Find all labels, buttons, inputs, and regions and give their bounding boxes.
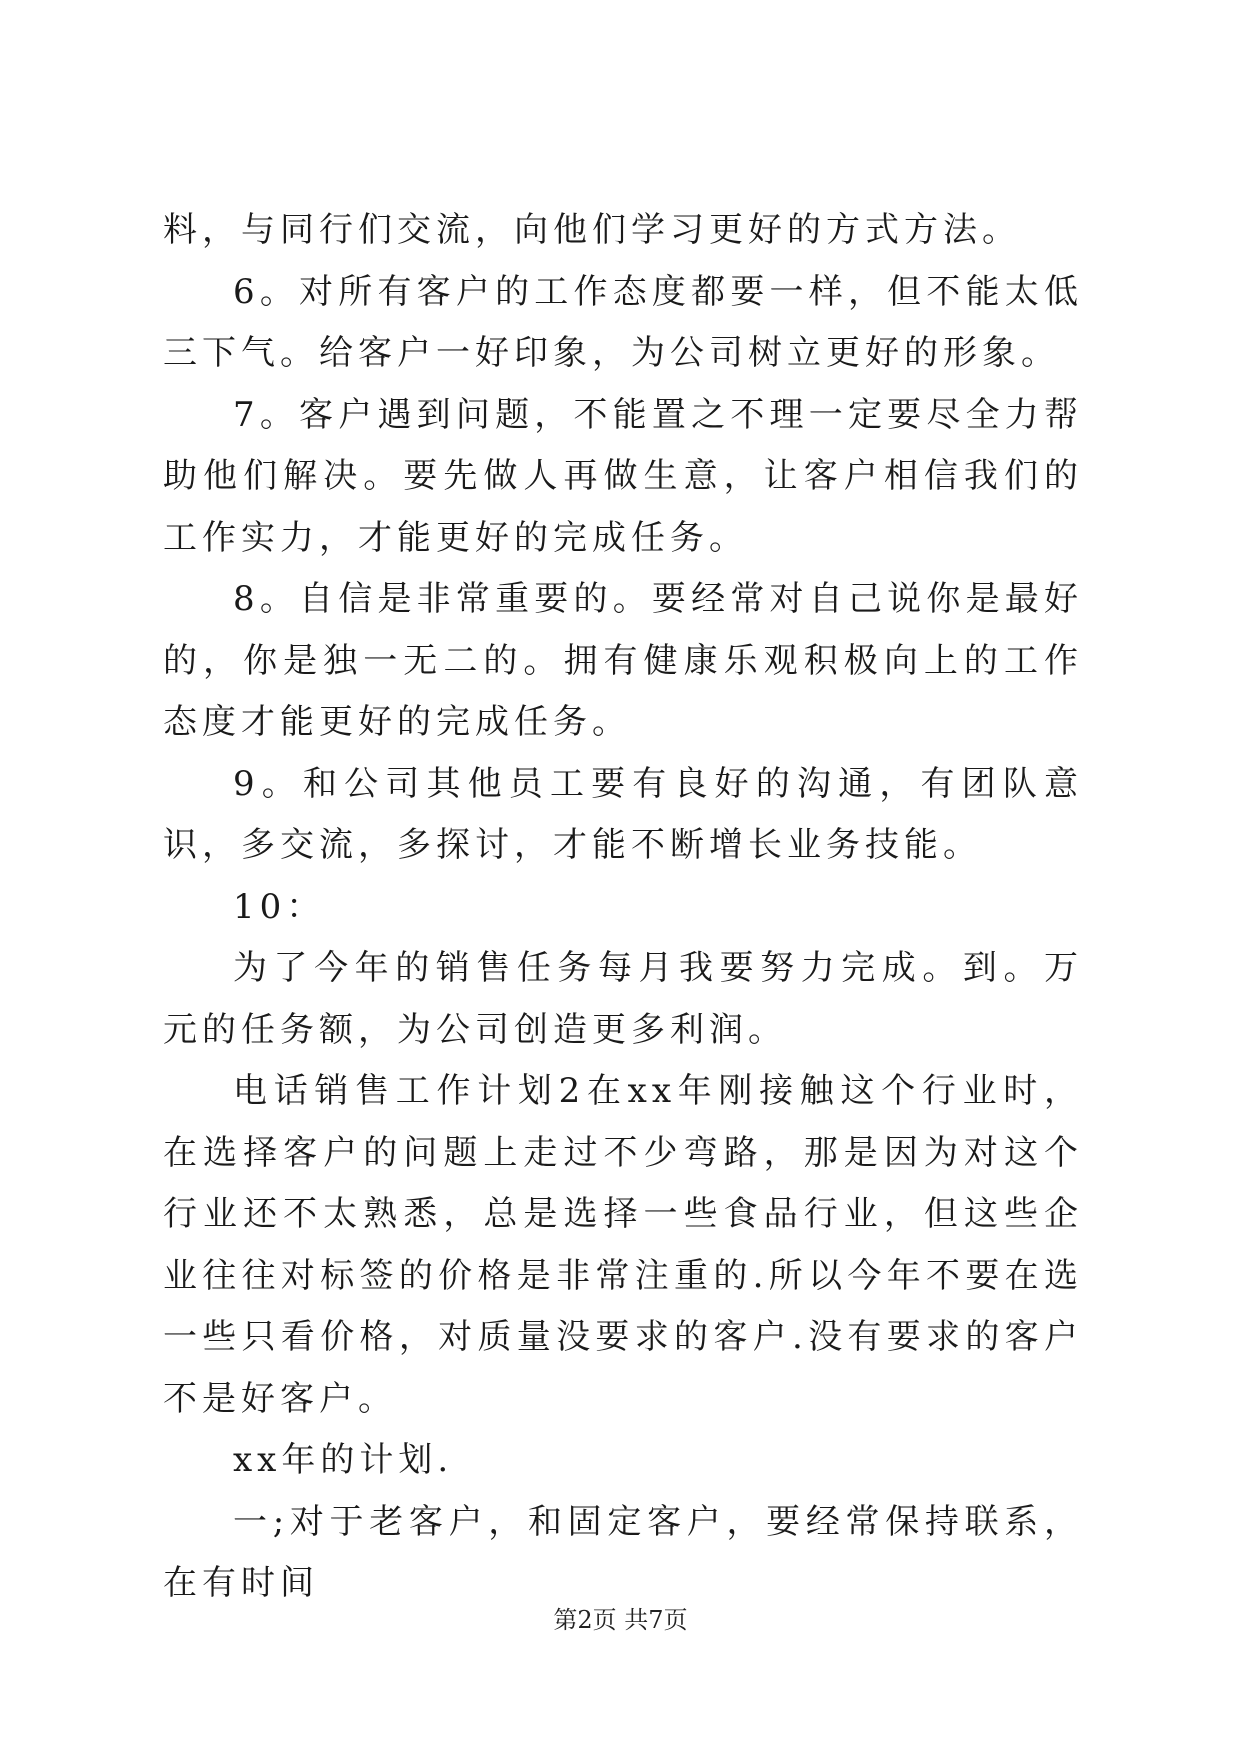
document-body [163, 200, 1083, 1603]
paragraph: 电话销售工作计划2在xx年刚接触这个行业时，在选择客户的问题上走过不少弯路，那是因为对这个行业还不太熟悉，总是选择一些食品行业，但这些企业往往对标签的价格是非常注重的.所以今年不要在选一些只看价格，对质量没要求的客户.没有要求的客户不是好客户。 [163, 1071, 1083, 1419]
paragraph: 料，与同行们交流，向他们学习更好的方式方法。 [163, 210, 1021, 250]
paragraph: 为了今年的销售任务每月我要努力完成。到。万元的任务额，为公司创造更多利润。 [163, 948, 1083, 1050]
page-number-footer: 第2页 共7页 [553, 1606, 688, 1634]
paragraph: 9。和公司其他员工要有良好的沟通，有团队意识，多交流，多探讨，才能不断增长业务技能。 [163, 763, 1083, 865]
paragraph: 一;对于老客户，和固定客户，要经常保持联系，在有时间 [163, 1501, 1083, 1603]
paragraph: xx年的计划. [233, 1440, 454, 1480]
paragraph: 6。对所有客户的工作态度都要一样，但不能太低三下气。给客户一好印象，为公司树立更好的形象。 [163, 271, 1083, 373]
paragraph: 10： [233, 886, 326, 927]
paragraph: 7。客户遇到问题，不能置之不理一定要尽全力帮助他们解决。要先做人再做生意，让客户相信我们的工作实力，才能更好的完成任务。 [163, 394, 1083, 558]
paragraph: 8。自信是非常重要的。要经常对自己说你是最好的，你是独一无二的。拥有健康乐观积极向上的工作态度才能更好的完成任务。 [163, 579, 1083, 742]
